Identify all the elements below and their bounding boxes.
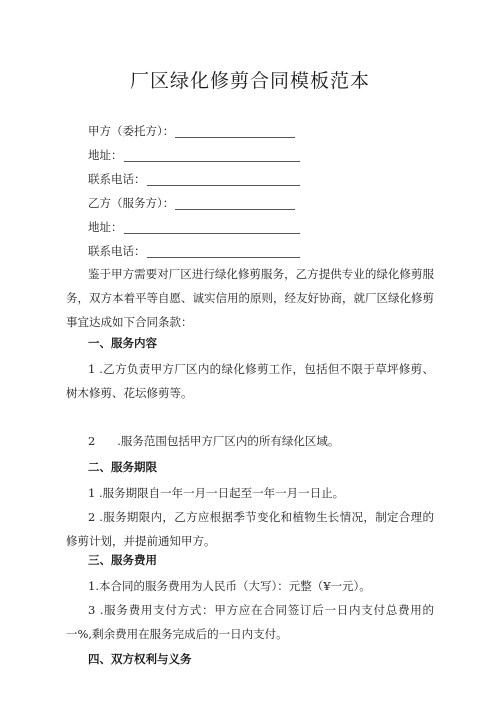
- document-title: 厂区绿化修剪合同模板范本: [129, 70, 370, 92]
- address-a-field: [88, 148, 300, 162]
- section-1-item-1-text: 1 .乙方负责甲方厂区内的绿化修剪工作，包括但不限于草坪修剪、树木修剪、花坛修剪等。: [66, 362, 434, 400]
- section-3-item-2: [66, 598, 434, 646]
- section-1-item-2-text: 2 .服务范围包括甲方厂区内的所有绿化区域。: [88, 434, 340, 448]
- address-a-blank: [124, 150, 300, 162]
- section-3-item-2-text: 3 .服务费用支付方式：甲方应在合同签订后一日内支付总费用的一%,剩余费用在服务完成后的一日内支付。: [66, 603, 434, 641]
- section-2-item-1: [66, 481, 434, 505]
- address-a-label: 地址：: [88, 148, 123, 162]
- address-b-label: 地址：: [88, 220, 123, 234]
- phone-a-blank: [147, 174, 300, 186]
- section-2-item-2-text: 2 .服务期限内，乙方应根据季节变化和植物生长情况，制定合理的修剪计划，并提前通知甲方。: [66, 510, 434, 548]
- intro-paragraph: [66, 262, 434, 334]
- party-b-label: 乙方（服务方）：: [88, 196, 175, 210]
- party-a-field: [88, 124, 295, 138]
- section-heading-2: 二、服务期限: [88, 460, 157, 474]
- phone-a-label: 联系电话：: [88, 172, 146, 186]
- intro-text: 鉴于甲方需要对厂区进行绿化修剪服务，乙方提供专业的绿化修剪服务，双方本着平等自愿、诚实信用的原则，经友好协商，就厂区绿化修剪事宜达成如下合同条款：: [66, 267, 434, 329]
- address-b-blank: [124, 222, 300, 234]
- address-b-field: [88, 220, 300, 234]
- section-3-item-1-text: 1.本合同的服务费用为人民币（大写）：元整（¥一元）。: [88, 579, 371, 593]
- section-heading-4: 四、双方权利与义务: [88, 652, 192, 666]
- party-a-label: 甲方（委托方）：: [88, 124, 175, 138]
- section-3-item-1: [66, 574, 434, 598]
- party-a-blank: [175, 126, 295, 138]
- section-heading-3: 三、服务费用: [88, 553, 157, 567]
- party-b-blank: [175, 198, 295, 210]
- phone-a-field: [88, 172, 300, 186]
- section-heading-1: 一、服务内容: [88, 336, 157, 350]
- section-1-item-1: [66, 357, 434, 405]
- phone-b-field: [88, 244, 300, 258]
- section-2-item-1-text: 1 .服务期限自一年一月一日起至一年一月一日止。: [88, 486, 345, 500]
- party-b-field: [88, 196, 295, 210]
- section-1-item-2: [66, 429, 434, 453]
- phone-b-label: 联系电话：: [88, 244, 146, 258]
- phone-b-blank: [147, 246, 300, 258]
- section-2-item-2: [66, 505, 434, 553]
